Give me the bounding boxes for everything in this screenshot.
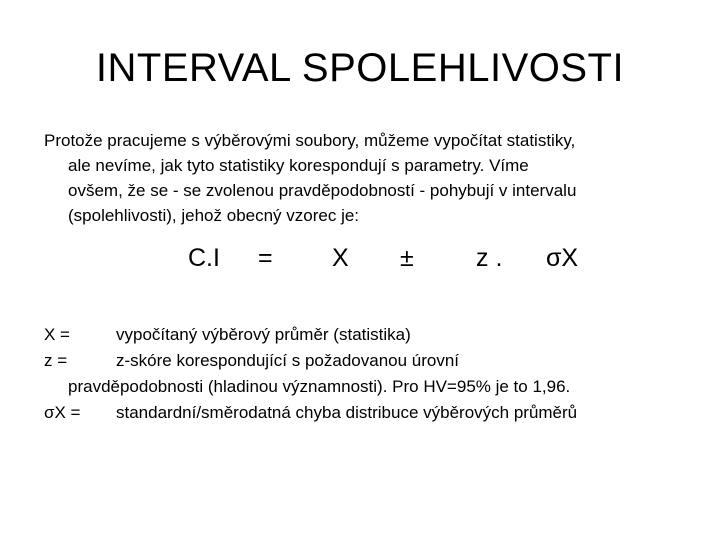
definition-row [44,348,694,374]
intro-line: (spolehlivosti), jehož obecný vzorec je: [68,206,360,225]
intro-line: Protože pracujeme s výběrovými soubory, můžeme vypočítat statistiky, [44,131,576,150]
definition-term: σX = [44,403,81,422]
intro-paragraph [44,128,684,228]
intro-line: ovšem, že se - se zvolenou pravděpodobností - pohybují v intervalu [68,181,577,200]
definition-description: vypočítaný výběrový průměr (statistika) [116,325,411,344]
definition-continuation: pravděpodobnosti (hladinou významnosti). Pro HV=95% je to 1,96. [68,377,571,396]
intro-line: ale nevíme, jak tyto statistiky korespondují s parametry. Víme [68,156,529,175]
definition-description: standardní/směrodatná chyba distribuce výběrových průměrů [116,403,578,422]
definition-description: z-skóre korespondující s požadovanou úrovní [116,351,460,370]
definitions-list [44,322,694,426]
page-title: INTERVAL SPOLEHLIVOSTI [95,46,625,90]
confidence-interval-formula [0,240,720,276]
definition-row [44,322,694,348]
formula-standard-error: σX [546,244,579,272]
formula-ci: C.I [188,244,220,272]
formula-z: z . [476,244,503,272]
definition-row [44,400,694,426]
formula-mean: X [332,244,349,272]
formula-equals: = [258,244,273,272]
definition-term: z = [44,351,68,370]
definition-term: X = [44,325,70,344]
formula-plus-minus: ± [400,244,414,272]
